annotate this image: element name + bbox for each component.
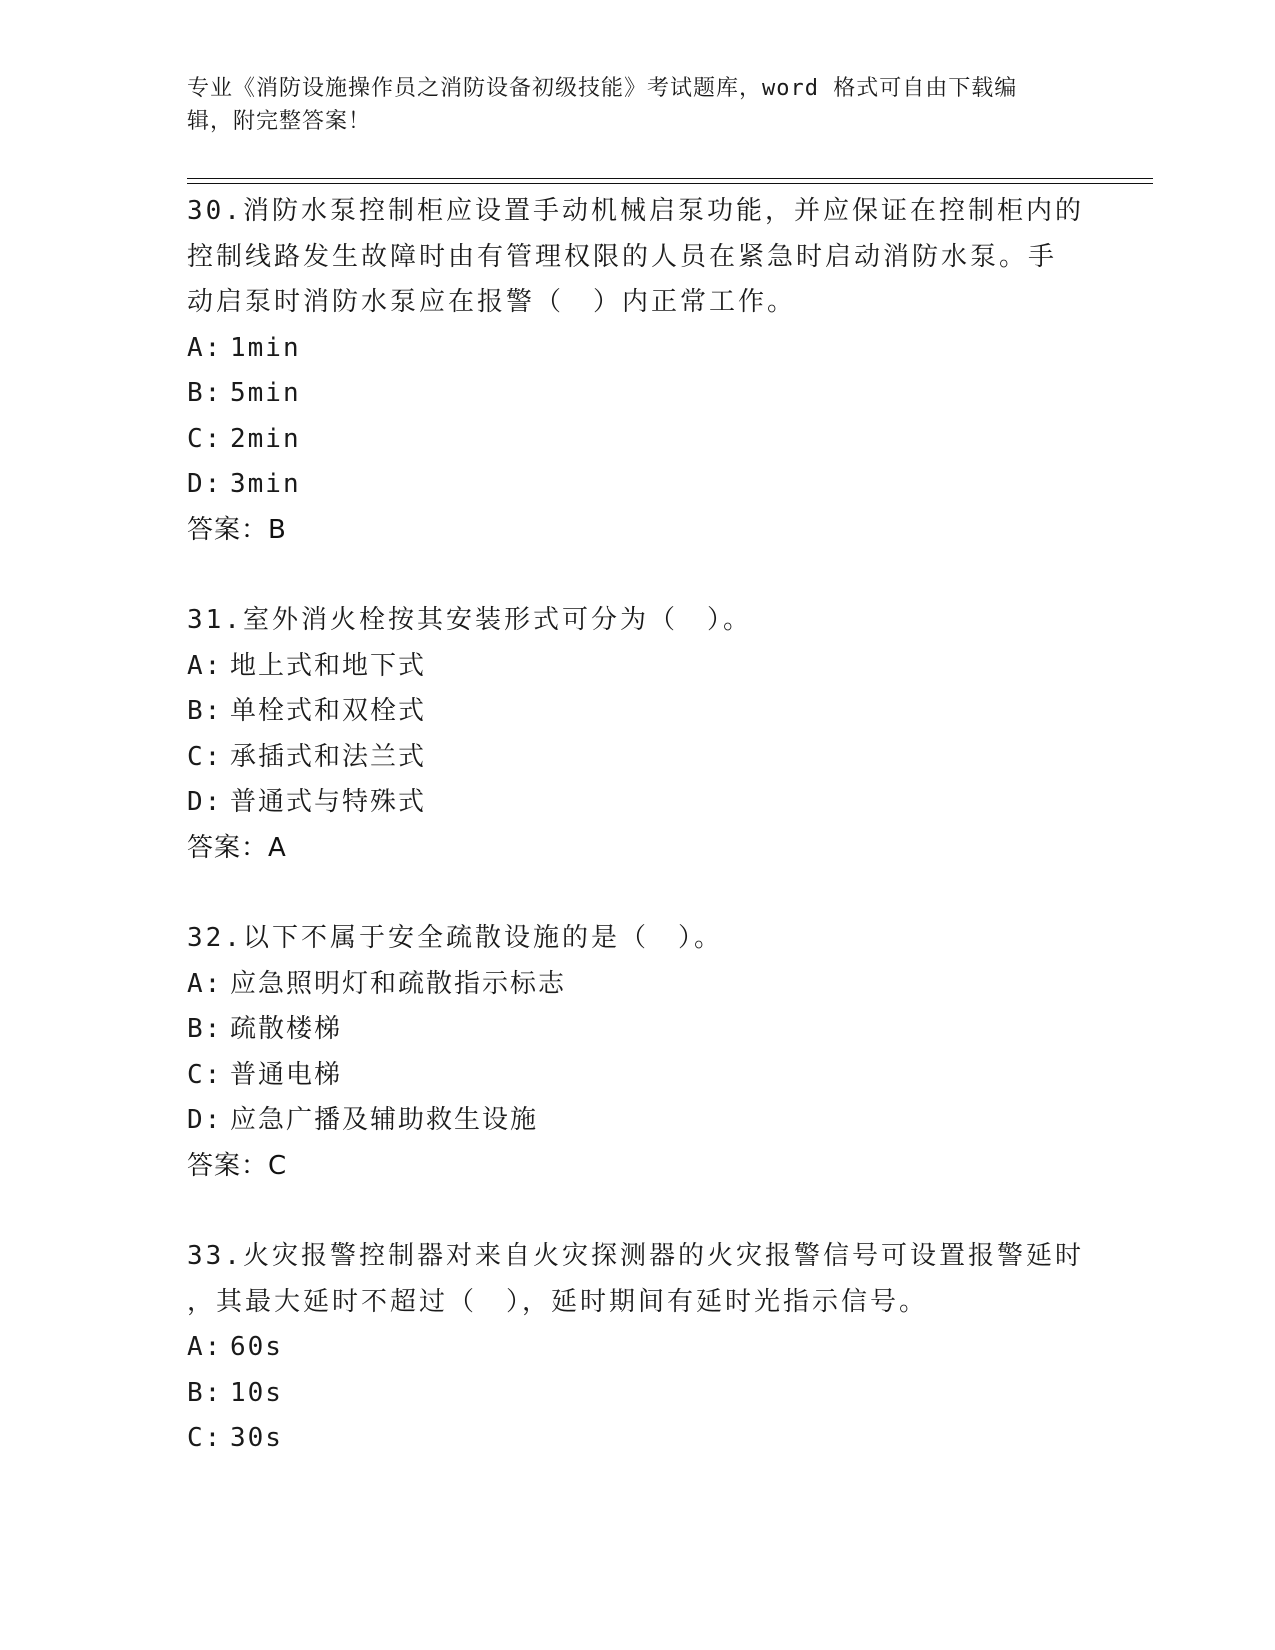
option-c bbox=[187, 735, 1087, 781]
option-key: B: bbox=[187, 378, 223, 408]
option-a bbox=[187, 644, 1087, 690]
header-line-1: 专业《消防设施操作员之消防设备初级技能》考试题库，word 格式可自由下载编 bbox=[187, 76, 1018, 101]
option-text: 单栓式和双栓式 bbox=[230, 696, 427, 726]
question-30 bbox=[187, 189, 1087, 553]
option-b bbox=[187, 689, 1087, 735]
option-text: 普通式与特殊式 bbox=[230, 787, 427, 817]
option-key: B: bbox=[187, 696, 223, 726]
question-33 bbox=[187, 1234, 1087, 1462]
option-text: 应急照明灯和疏散指示标志 bbox=[230, 968, 567, 999]
option-text: 1min bbox=[230, 332, 301, 363]
option-text: 3min bbox=[230, 469, 301, 499]
option-key: C: bbox=[187, 1059, 223, 1090]
question-31 bbox=[187, 598, 1087, 871]
option-a bbox=[187, 962, 1087, 1008]
header-divider-top bbox=[187, 178, 1153, 179]
question-text-line: ，其最大延时不超过（ ），延时期间有延时光指示信号。 bbox=[187, 1286, 929, 1317]
option-c bbox=[187, 1416, 1087, 1462]
option-text: 承插式和法兰式 bbox=[230, 741, 427, 772]
question-spacer bbox=[187, 553, 1087, 598]
option-key: A: bbox=[187, 968, 223, 999]
option-key: A: bbox=[187, 1332, 223, 1362]
option-text: 10s bbox=[230, 1377, 283, 1408]
header-line-2: 辑，附完整答案！ bbox=[187, 109, 372, 134]
option-key: D: bbox=[187, 469, 223, 499]
option-d bbox=[187, 780, 1087, 826]
option-text: 疏散楼梯 bbox=[230, 1014, 343, 1044]
question-list bbox=[187, 189, 1087, 1462]
option-b bbox=[187, 371, 1087, 417]
question-text-line: 32.以下不属于安全疏散设施的是（ ）。 bbox=[187, 923, 723, 953]
question-text-line: 控制线路发生故障时由有管理权限的人员在紧急时启动消防水泵。手 bbox=[187, 241, 1058, 272]
question-text-line: 30.消防水泵控制柜应设置手动机械启泵功能，并应保证在控制柜内的 bbox=[187, 196, 1084, 226]
option-key: C: bbox=[187, 423, 223, 454]
question-spacer bbox=[187, 1189, 1087, 1234]
document-header bbox=[187, 72, 1067, 138]
option-text: 60s bbox=[230, 1332, 283, 1362]
answer-line: 答案：B bbox=[187, 514, 287, 545]
option-a bbox=[187, 326, 1087, 372]
option-key: D: bbox=[187, 1105, 223, 1135]
question-32 bbox=[187, 916, 1087, 1189]
question-text-line: 动启泵时消防水泵应在报警（ ）内正常工作。 bbox=[187, 287, 797, 317]
option-b bbox=[187, 1371, 1087, 1417]
answer-line: 答案：C bbox=[187, 1150, 288, 1181]
question-text-line: 31.室外消火栓按其安装形式可分为（ ）。 bbox=[187, 605, 752, 635]
option-key: C: bbox=[187, 1423, 223, 1453]
header-divider-bottom bbox=[187, 183, 1153, 184]
answer-line: 答案：A bbox=[187, 832, 287, 863]
option-text: 地上式和地下式 bbox=[230, 650, 427, 681]
option-key: A: bbox=[187, 650, 223, 681]
option-text: 应急广播及辅助救生设施 bbox=[230, 1105, 539, 1135]
option-text: 5min bbox=[230, 378, 301, 408]
question-spacer bbox=[187, 871, 1087, 916]
question-text-line: 33.火灾报警控制器对来自火灾探测器的火灾报警信号可设置报警延时 bbox=[187, 1241, 1084, 1271]
option-c bbox=[187, 1053, 1087, 1099]
option-key: B: bbox=[187, 1014, 223, 1044]
option-key: A: bbox=[187, 332, 223, 363]
option-b bbox=[187, 1007, 1087, 1053]
option-key: D: bbox=[187, 787, 223, 817]
option-text: 30s bbox=[230, 1423, 283, 1453]
option-text: 普通电梯 bbox=[230, 1059, 343, 1090]
option-key: C: bbox=[187, 741, 223, 772]
option-key: B: bbox=[187, 1377, 223, 1408]
option-text: 2min bbox=[230, 423, 301, 454]
option-c bbox=[187, 417, 1087, 463]
option-a bbox=[187, 1325, 1087, 1371]
option-d bbox=[187, 1098, 1087, 1144]
option-d bbox=[187, 462, 1087, 508]
